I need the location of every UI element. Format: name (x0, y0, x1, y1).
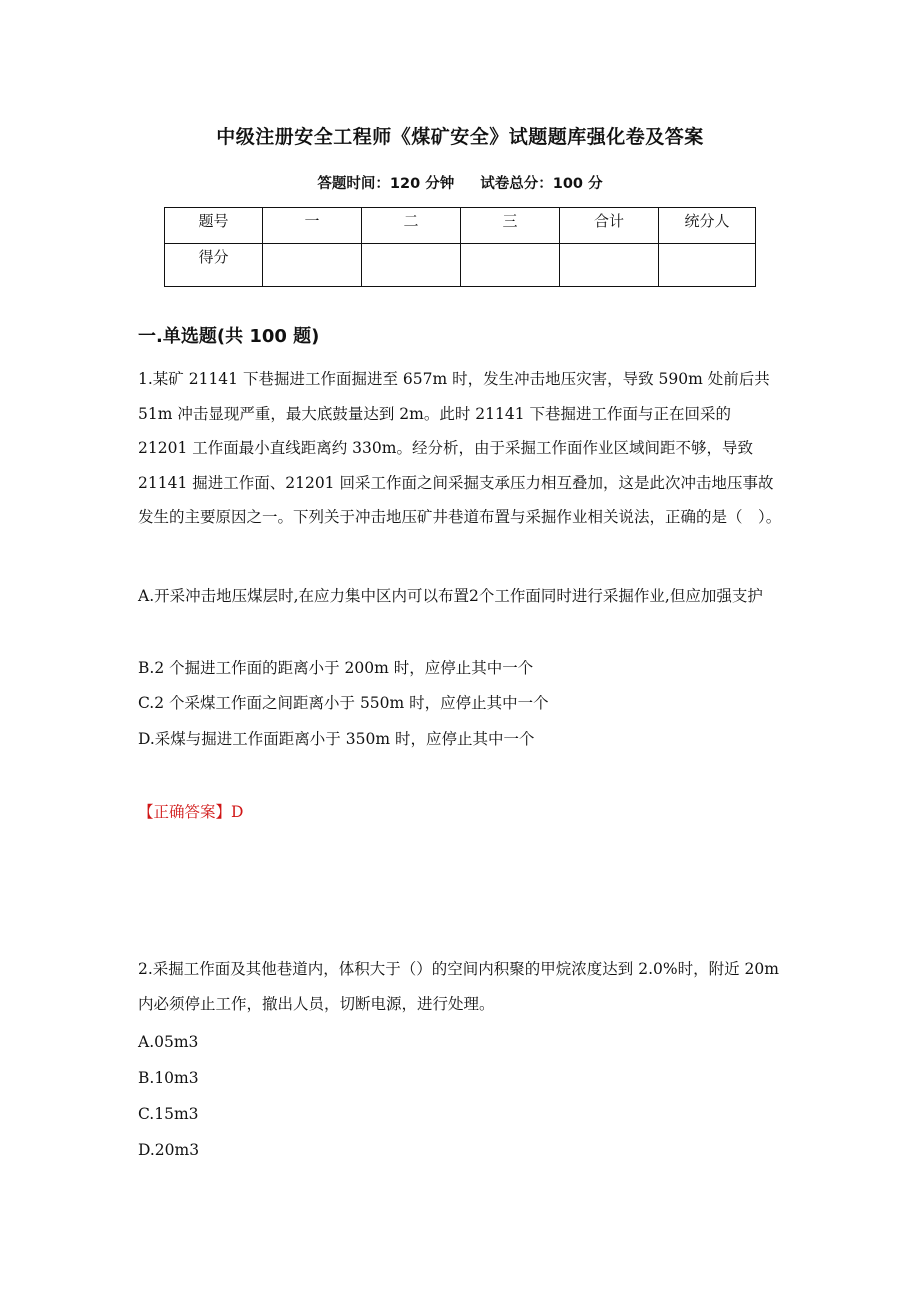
section-title: 一.单选题(共 100 题) (138, 326, 320, 347)
exam-total-score: 试卷总分：100 分 (480, 176, 603, 192)
question-2-option-d: D.20m3 (138, 1141, 200, 1159)
question-1-stem: 1.某矿 21141 下巷掘进工作面掘进至 657m 时，发生冲击地压灾害，导致 590m 处前后共 51m 冲击显现严重，最大底鼓量达到 2m。此时 21141 下巷掘进工作面与正在回采的 21201 工作面最小直线距离约 330m。经分析，由于采掘工作面作业区域间距不够，导致 21141 掘进工作面、21201 回采工作面之间采掘支承压力相互叠加，这是此次冲击地压事故发生的主要原因之一。下列关于冲击地压矿井巷道布置与采掘作业相关说法，正确的是（ ）。 (138, 370, 782, 526)
score-cell (362, 244, 461, 287)
score-table-header: 合计 (560, 208, 659, 244)
question-1-option-a: A.开采冲击地压煤层时,在应力集中区内可以布置2个工作面同时进行采掘作业,但应加强支护 (138, 587, 763, 605)
question-2-option-b: B.10m3 (138, 1069, 199, 1087)
question-2-stem: 2.采掘工作面及其他巷道内，体积大于（）的空间内积聚的甲烷浓度达到 2.0%时，附近 20m 内必须停止工作，撤出人员，切断电源，进行处理。 (138, 960, 779, 1013)
question-1-answer: 【正确答案】D (138, 803, 244, 821)
question-2-option-a: A.05m3 (138, 1033, 199, 1051)
exam-info (0, 172, 920, 193)
question-1-option-b: B.2 个掘进工作面的距离小于 200m 时，应停止其中一个 (138, 659, 534, 677)
score-table-header: 题号 (165, 208, 263, 244)
score-row-label: 得分 (165, 244, 263, 287)
question-1-option-c: C.2 个采煤工作面之间距离小于 550m 时，应停止其中一个 (138, 694, 549, 712)
score-cell (659, 244, 756, 287)
score-table-header: 三 (461, 208, 560, 244)
document-title: 中级注册安全工程师《煤矿安全》试题题库强化卷及答案 (216, 126, 704, 148)
score-table (164, 207, 756, 287)
score-cell (560, 244, 659, 287)
score-cell (461, 244, 560, 287)
score-table-header: 统分人 (659, 208, 756, 244)
score-table-header-row (165, 208, 756, 244)
question-1-option-d: D.采煤与掘进工作面距离小于 350m 时，应停止其中一个 (138, 730, 535, 748)
score-table-score-row (165, 244, 756, 287)
question-2-option-c: C.15m3 (138, 1105, 199, 1123)
score-cell (263, 244, 362, 287)
score-table-header: 二 (362, 208, 461, 244)
exam-time: 答题时间：120 分钟 (317, 176, 455, 192)
score-table-header: 一 (263, 208, 362, 244)
